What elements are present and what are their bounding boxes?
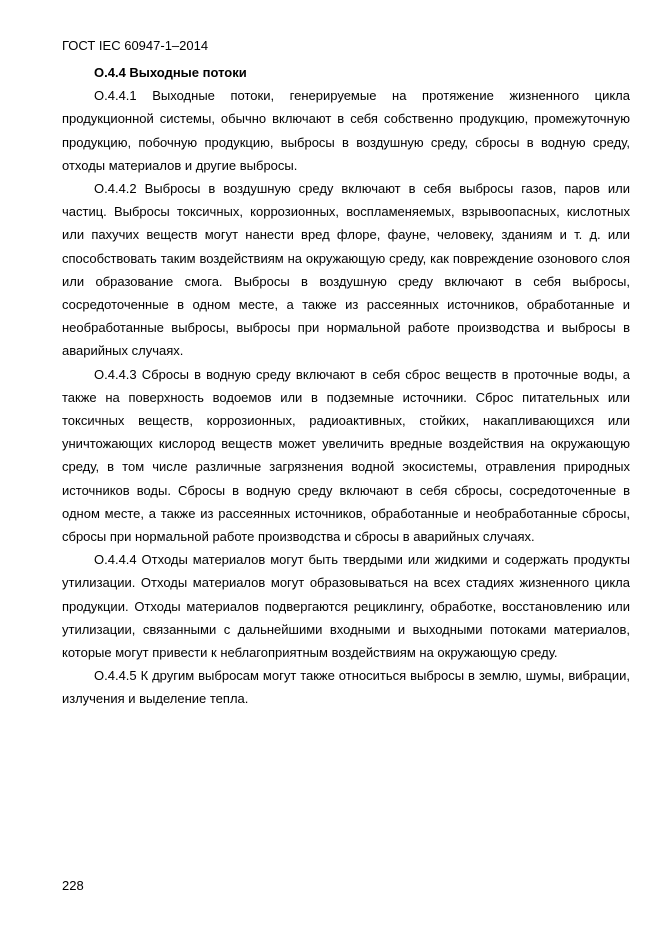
paragraph-o-4-4-1: О.4.4.1 Выходные потоки, генерируемые на протяжение жизненного цикла продукционной системы, обычно включают в себя собственно продукцию, промежуточную продукцию, побочную продукцию, выбросы в воздушную среду, сбросы в водную среду, отходы материалов и другие выбросы.	[62, 88, 630, 173]
paragraph-o-4-4-3: О.4.4.3 Сбросы в водную среду включают в себя сброс веществ в проточные воды, а также на поверхность водоемов или в подземные источники. Сброс питательных или токсичных веществ, коррозионных, радиоактивных, стойких, накапливающихся или уничтожающих кислород веществ может увеличить вредные воздействия на окружающую среду, в том числе различные загрязнения водной экосистемы, отравления природных источников воды. Сбросы в водную среду включают в себя сбросы, сосредоточенные в одном месте, а также из рассеянных источников, обработанные и необработанные сбросы, сбросы при нормальной работе производства и сбросы в аварийных случаях.	[62, 366, 630, 545]
paragraph-o-4-4-4: О.4.4.4 Отходы материалов могут быть твердыми или жидкими и содержать продукты утилизации. Отходы материалов могут образовываться на всех стадиях жизненного цикла продукции. Отходы материалов подвергаются рециклингу, обработке, восстановлению или утилизации, связанными с дальнейшими входными и выходными потоками материалов, которые могут привести к неблагоприятным воздействиям на окружающую среду.	[62, 552, 630, 661]
page-number: 228	[62, 878, 84, 893]
document-body	[62, 61, 630, 711]
paragraph-o-4-4-5: О.4.4.5 К другим выбросам могут также относиться выбросы в землю, шумы, вибрации, излучения и выделение тепла.	[62, 668, 630, 707]
section-heading: О.4.4 Выходные потоки	[94, 65, 247, 80]
paragraph-o-4-4-2: О.4.4.2 Выбросы в воздушную среду включают в себя выбросы газов, паров или частиц. Выбросы токсичных, коррозионных, воспламеняемых, взрывоопасных, кислотных или пахучих веществ могут нанести вред флоре, фауне, человеку, зданиям и т. д. или способствовать таким воздействиям на окружающую среду, как повреждение озонового слоя или образование смога. Выбросы в воздушную среду включают в себя выбросы, сосредоточенные в одном месте, а также из рассеянных источников, обработанные и необработанные выбросы, выбросы при нормальной работе производства и выбросы в аварийных случаях.	[62, 181, 630, 359]
standard-header: ГОСТ IEC 60947-1–2014	[62, 38, 209, 53]
